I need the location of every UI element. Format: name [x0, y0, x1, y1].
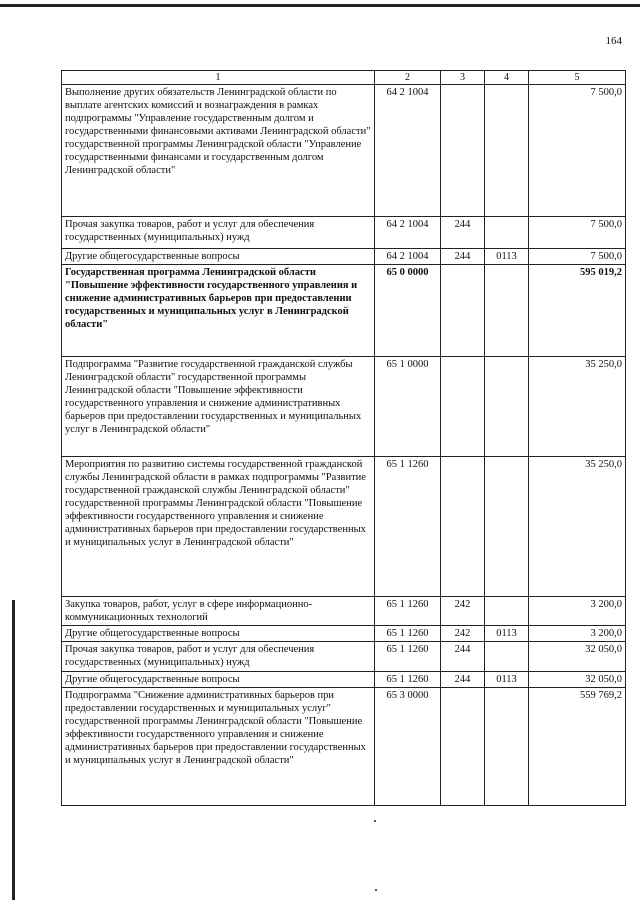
- row-name: Прочая закупка товаров, работ и услуг для обеспечения государственных (муниципальных) нужд: [62, 217, 375, 249]
- row-section-code: [485, 265, 529, 357]
- row-target-code: 65 0 0000: [375, 265, 441, 357]
- row-section-code: [485, 688, 529, 806]
- row-target-code: 65 1 1260: [375, 597, 441, 626]
- row-amount: 559 769,2: [529, 688, 626, 806]
- row-amount: 32 050,0: [529, 672, 626, 688]
- row-target-code: 65 1 1260: [375, 626, 441, 642]
- row-name: Прочая закупка товаров, работ и услуг для обеспечения государственных (муниципальных) нужд: [62, 642, 375, 672]
- row-name: Другие общегосударственные вопросы: [62, 249, 375, 265]
- table-row: [62, 249, 626, 265]
- row-expense-type: 242: [441, 597, 485, 626]
- scan-edge-mark: [12, 600, 15, 900]
- row-name: Подпрограмма "Снижение административных барьеров при предоставлении государственных и муниципальных услуг" государственной программы Ленинградской области "Повышение эффективности государственного управления и снижение административных барьеров при предоставлении государственных и муниципальных услуг в Ленинградской области": [62, 688, 375, 806]
- row-amount: 7 500,0: [529, 85, 626, 217]
- table-row: [62, 688, 626, 806]
- row-expense-type: 244: [441, 249, 485, 265]
- table-row: [62, 217, 626, 249]
- row-section-code: [485, 457, 529, 597]
- row-name: Выполнение других обязательств Ленинградской области по выплате агентских комиссий и вознаграждения в рамках подпрограммы "Управление государственным долгом и государственными финансовыми активами Ленинградской области" государственной программы Ленинградской области "Управление государственными финансами и государственным долгом Ленинградской области": [62, 85, 375, 217]
- budget-table: [61, 70, 626, 806]
- row-expense-type: [441, 265, 485, 357]
- table-row: [62, 457, 626, 597]
- row-target-code: 65 1 0000: [375, 357, 441, 457]
- header-col-5: 5: [529, 71, 626, 85]
- header-row: [62, 71, 626, 85]
- header-col-4: 4: [485, 71, 529, 85]
- header-col-3: 3: [441, 71, 485, 85]
- scan-speck: [375, 889, 377, 891]
- row-expense-type: [441, 688, 485, 806]
- row-section-code: 0113: [485, 672, 529, 688]
- row-amount: 7 500,0: [529, 217, 626, 249]
- row-name: Другие общегосударственные вопросы: [62, 626, 375, 642]
- table-row: [62, 626, 626, 642]
- row-amount: 3 200,0: [529, 597, 626, 626]
- row-amount: 595 019,2: [529, 265, 626, 357]
- row-name: Подпрограмма "Развитие государственной гражданской службы Ленинградской области" государственной программы Ленинградской области "Повышение эффективности государственного управления и снижение административных барьеров при предоставлении государственных и муниципальных услуг в Ленинградской области": [62, 357, 375, 457]
- row-expense-type: 244: [441, 672, 485, 688]
- row-name: Мероприятия по развитию системы государственной гражданской службы Ленинградской области в рамках подпрограммы "Развитие государственной гражданской службы Ленинградской области" государственной программы Ленинградской области "Повышение эффективности государственного управления и снижение административных барьеров при предоставлении государственных и муниципальных услуг в Ленинградской области": [62, 457, 375, 597]
- row-expense-type: [441, 85, 485, 217]
- scan-speck: [374, 820, 376, 822]
- row-section-code: [485, 642, 529, 672]
- row-name: Другие общегосударственные вопросы: [62, 672, 375, 688]
- row-target-code: 65 3 0000: [375, 688, 441, 806]
- row-section-code: 0113: [485, 626, 529, 642]
- row-section-code: [485, 357, 529, 457]
- row-amount: 3 200,0: [529, 626, 626, 642]
- page-number: 164: [605, 35, 622, 47]
- table-row: [62, 265, 626, 357]
- row-section-code: 0113: [485, 249, 529, 265]
- row-target-code: 65 1 1260: [375, 642, 441, 672]
- row-amount: 32 050,0: [529, 642, 626, 672]
- row-section-code: [485, 85, 529, 217]
- row-target-code: 65 1 1260: [375, 457, 441, 597]
- row-section-code: [485, 597, 529, 626]
- row-expense-type: 244: [441, 217, 485, 249]
- row-target-code: 64 2 1004: [375, 85, 441, 217]
- header-col-1: 1: [62, 71, 375, 85]
- top-rule: [0, 4, 640, 7]
- row-amount: 35 250,0: [529, 457, 626, 597]
- row-name: Государственная программа Ленинградской области "Повышение эффективности государственного управления и снижение административных барьеров при предоставлении государственных и муниципальных услуг в Ленинградской области": [62, 265, 375, 357]
- table-row: [62, 642, 626, 672]
- table-row: [62, 85, 626, 217]
- table-row: [62, 357, 626, 457]
- row-amount: 7 500,0: [529, 249, 626, 265]
- row-expense-type: [441, 457, 485, 597]
- row-target-code: 64 2 1004: [375, 217, 441, 249]
- table-row: [62, 597, 626, 626]
- row-expense-type: 242: [441, 626, 485, 642]
- row-expense-type: 244: [441, 642, 485, 672]
- table-row: [62, 672, 626, 688]
- row-section-code: [485, 217, 529, 249]
- header-col-2: 2: [375, 71, 441, 85]
- row-expense-type: [441, 357, 485, 457]
- row-name: Закупка товаров, работ, услуг в сфере информационно-коммуникационных технологий: [62, 597, 375, 626]
- row-target-code: 64 2 1004: [375, 249, 441, 265]
- row-target-code: 65 1 1260: [375, 672, 441, 688]
- row-amount: 35 250,0: [529, 357, 626, 457]
